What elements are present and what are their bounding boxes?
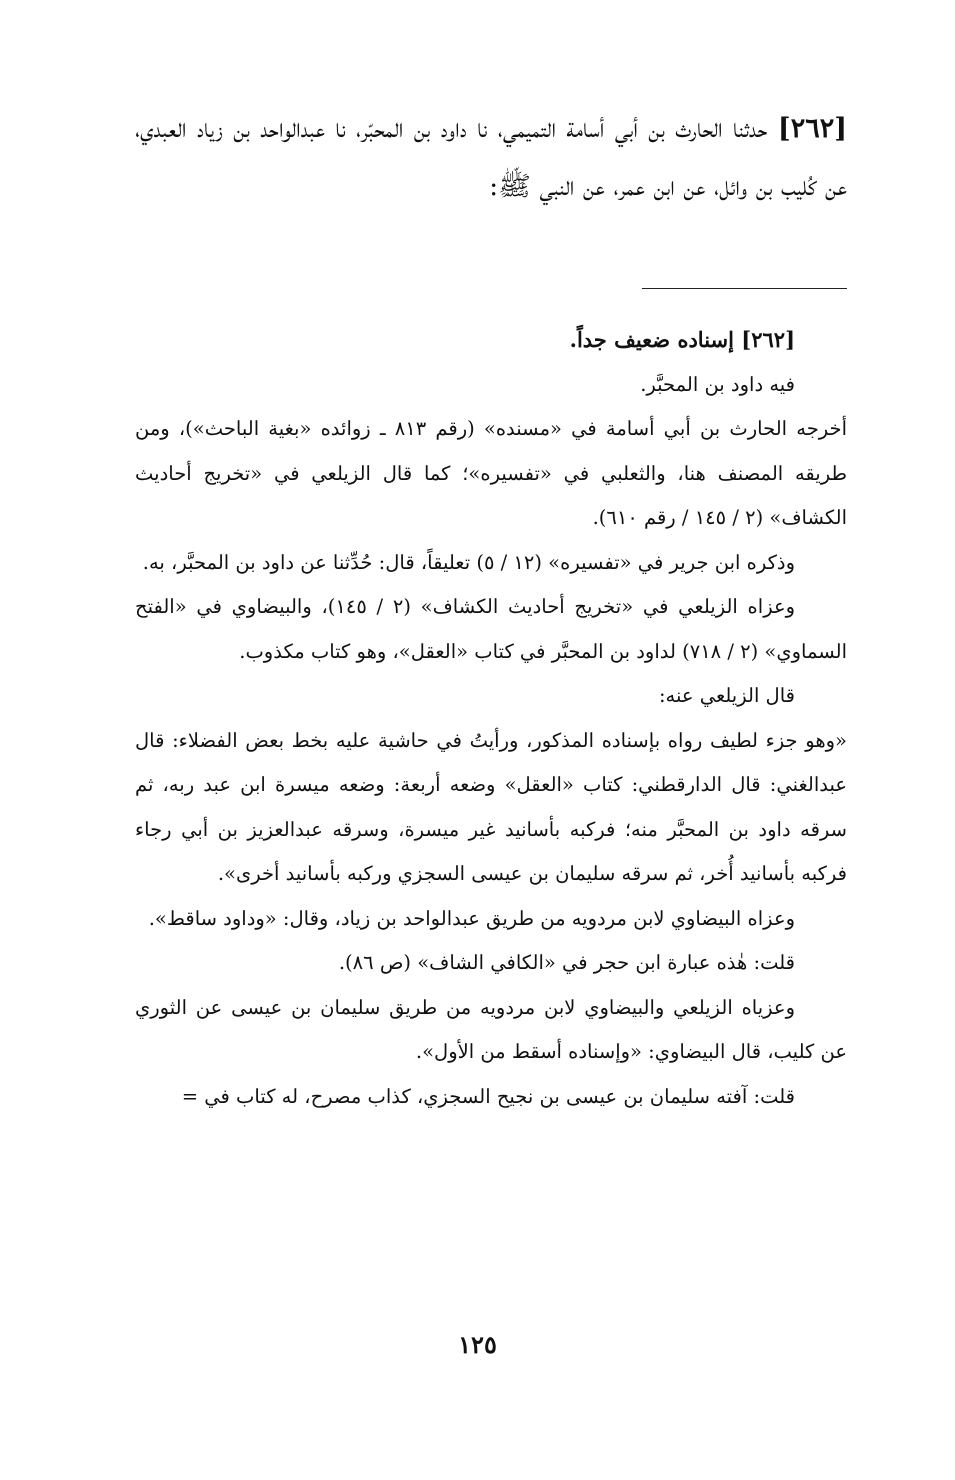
page-number: ١٢٥	[458, 1330, 497, 1359]
footnote-paragraph: وذكره ابن جرير في «تفسيره» (١٢ / ٥) تعليقاً، قال: حُدِّثنا عن داود بن المحبَّر، به.	[142, 550, 795, 574]
footnote-paragraph: قلت: هٰذه عبارة ابن حجر في «الكافي الشاف» (ص ٨٦).	[338, 951, 795, 974]
hadith-body: حدثنا الحارث بن أبي أسامة التميمي، نا داود بن المحبّر، نا عبدالواحد بن زياد العبدي، عن كُليب بن وائل، عن ابن عمر، عن النبي ﷺ:	[135, 113, 847, 202]
footnote-paragraph: أخرجه الحارث بن أبي أسامة في «مسنده» (رقم ٨١٣ ـ زوائده «بغية الباحث»)، ومن طريقه المصنف هنا، والثعلبي في «تفسيره»؛ كما قال الزيلعي في «تخريج أحاديث الكشاف» (٢ / ١٤٥ / رقم ٦١٠).	[135, 417, 847, 529]
footnote-paragraph: قال الزيلعي عنه:	[658, 684, 795, 707]
footnote-paragraph: قلت: آفته سليمان بن عيسى بن نجيح السجزي، كذاب مصرح، له كتاب في =	[181, 1084, 795, 1108]
footnote-paragraph: وعزاه البيضاوي لابن مردويه من طريق عبدالواحد بن زياد، وقال: «وداود ساقط».	[148, 906, 795, 930]
footnote-separator	[642, 288, 847, 289]
footnote-paragraph: وعزاه الزيلعي في «تخريج أحاديث الكشاف» (٢ / ١٤٥)، والبيضاوي في «الفتح السماوي» (٢ / ٧١٨) لداود بن المحبَّر في كتاب «العقل»، وهو كتاب مكذوب.	[135, 595, 847, 663]
hadith-number: [٢٦٢]	[777, 113, 847, 144]
hadith-text-block	[135, 100, 847, 216]
footnote-paragraph: وعزياه الزيلعي والبيضاوي لابن مردويه من طريق سليمان بن عيسى عن الثوري عن كليب، قال البيضاوي: «وإسناده أسقط من الأول».	[135, 995, 847, 1063]
footnote-paragraph: فيه داود بن المحبَّر.	[640, 372, 795, 396]
footnotes-block	[135, 318, 847, 1119]
footnote-paragraph: «وهو جزء لطيف رواه بإسناده المذكور، ورأيتُ في حاشية عليه بخط بعض الفضلاء: قال عبدالغني: قال الدارقطني: كتاب «العقل» وضعه أربعة: وضعه ميسرة ابن عبد ربه، ثم سرقه داود بن المحبَّر منه؛ فركبه بأسانيد غير ميسرة، وسرقه عبدالعزيز بن أبي رجاء فركبه بأسانيد أُخر، ثم سرقه سليمان بن عيسى السجزي وركبه بأسانيد أخرى».	[135, 728, 847, 885]
footnote-heading: [٢٦٢] إسناده ضعيف جداً.	[569, 327, 795, 352]
